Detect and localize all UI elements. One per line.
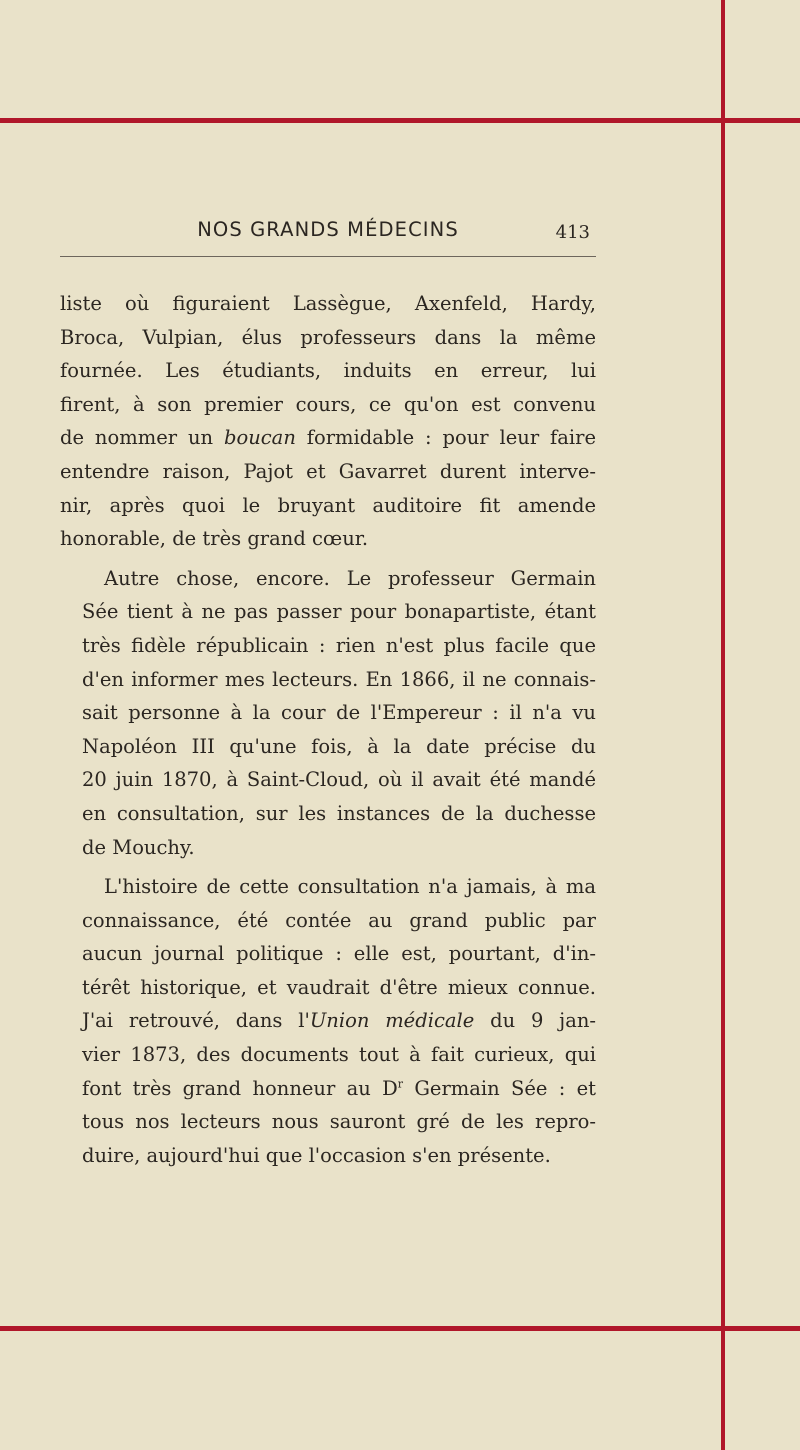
text-line: L'histoire de cette consultation n'a jamais, à ma <box>104 875 596 899</box>
text-line: font très grand honneur au $D^r$ Germain Sée : et <box>82 1076 596 1100</box>
paragraph <box>60 870 596 1172</box>
text-line: Sée tient à ne pas passer pour bonapartiste, étant <box>82 600 596 624</box>
scan-edge-bottom <box>0 1326 800 1331</box>
text-line: très fidèle républicain : rien n'est plus facile que <box>82 633 596 657</box>
running-header <box>60 210 596 257</box>
scan-edge-top <box>0 118 800 123</box>
text-line: térêt historique, et vaudrait d'être mieux connue. <box>82 975 596 999</box>
text-line: fournée. Les étudiants, induits en erreur, lui <box>60 359 596 383</box>
body-text <box>60 257 596 1172</box>
text-line: J'ai retrouvé, dans l'Union médicale du 9 jan- <box>82 1009 596 1033</box>
text-line: tous nos lecteurs nous sauront gré de les repro- <box>82 1110 596 1134</box>
text-line: vier 1873, des documents tout à fait curieux, qui <box>82 1043 596 1067</box>
text-line: connaissance, été contée au grand public par <box>82 908 596 932</box>
text-line: Autre chose, encore. Le professeur Germain <box>104 566 596 590</box>
page-number: 413 <box>555 222 590 243</box>
text-line: de Mouchy. <box>82 835 195 859</box>
text-line: en consultation, sur les instances de la duchesse <box>82 801 596 825</box>
text-line: Broca, Vulpian, élus professeurs dans la même <box>60 325 596 349</box>
running-title: NOS GRANDS MÉDECINS <box>197 218 459 241</box>
scan-edge-right <box>721 0 725 1450</box>
text-line: d'en informer mes lecteurs. En 1866, il ne connais- <box>82 667 596 691</box>
text-line: entendre raison, Pajot et Gavarret durent interve- <box>60 459 596 483</box>
text-line: liste où figuraient Lassègue, Axenfeld, Hardy, <box>60 292 596 315</box>
paragraph <box>60 562 596 864</box>
text-line: de nommer un boucan formidable : pour leur faire <box>60 426 596 450</box>
text-line: Napoléon III qu'une fois, à la date précise du <box>82 734 596 758</box>
text-line: firent, à son premier cours, ce qu'on est convenu <box>60 392 596 416</box>
text-line: aucun journal politique : elle est, pourtant, d'in- <box>82 942 596 966</box>
text-line: sait personne à la cour de l'Empereur : il n'a vu <box>82 701 596 725</box>
text-line: duire, aujourd'hui que l'occasion s'en présente. <box>82 1143 551 1167</box>
text-line: 20 juin 1870, à Saint-Cloud, où il avait été mandé <box>82 768 596 792</box>
book-page <box>60 210 596 1172</box>
paragraph <box>60 287 596 556</box>
text-line: honorable, de très grand cœur. <box>60 527 369 551</box>
text-line: nir, après quoi le bruyant auditoire fit amende <box>60 493 596 517</box>
